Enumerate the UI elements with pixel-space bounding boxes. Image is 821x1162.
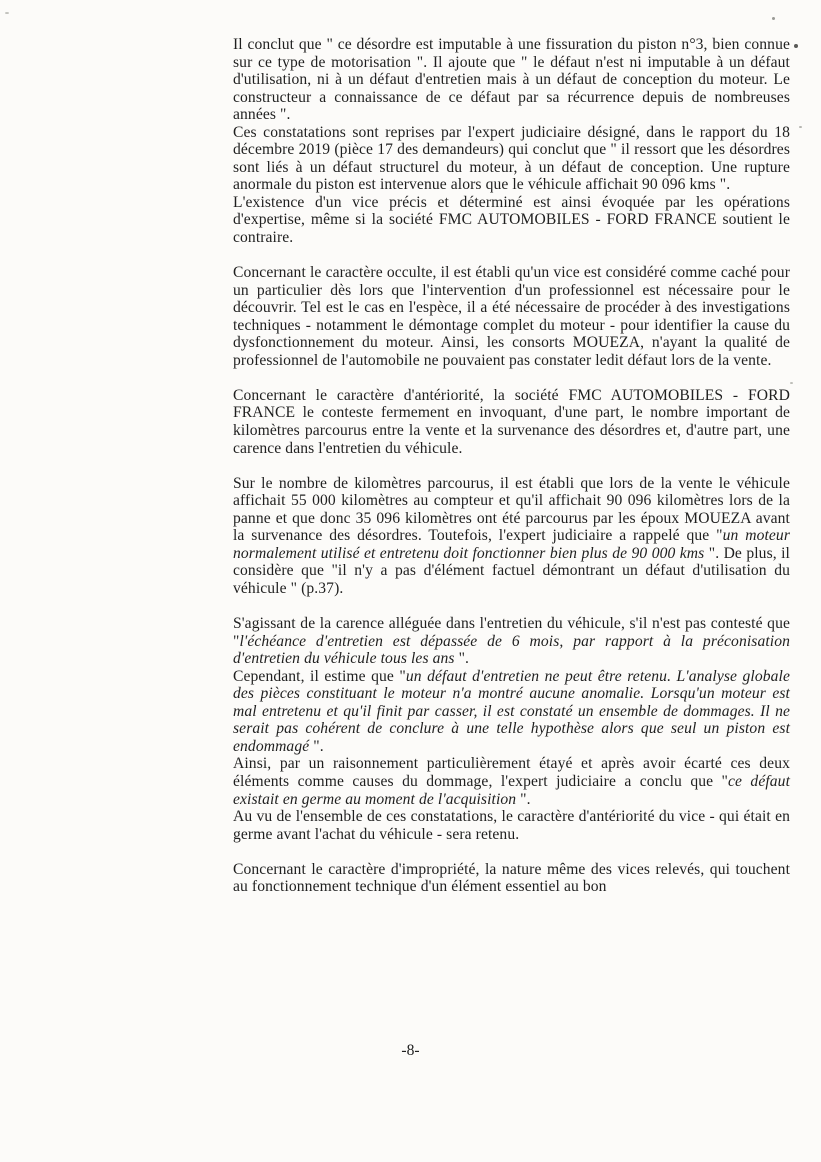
paragraph	[233, 861, 790, 896]
body-text: Concernant le caractère occulte, il est établi qu'un vice est considéré comme caché pour un particulier dès lors que l'intervention d'un professionnel est nécessaire pour le découvrir. Tel est le cas en l'espèce, il a été nécessaire de procéder à des investigations techniques - notamment le démontage complet du moteur - pour identifier la cause du dysfonctionnement du moteur. Ainsi, les consorts MOUEZA, n'ayant la qualité de professionnel de l'automobile ne pouvaient pas constater ledit défaut lors de la vente.	[233, 264, 790, 369]
text-block	[233, 36, 790, 896]
body-text: Concernant le caractère d'impropriété, la nature même des vices relevés, qui touchent au fonctionnement technique d'un élément essentiel au bon	[233, 860, 790, 896]
body-text: Il conclut que " ce désordre est imputable à une fissuration du piston n°3, bien connue sur ce type de motorisation ". Il ajoute que " le défaut n'est ni imputable à un défaut d'utilisation, ni à un défaut d'entretien mais à un défaut de conception du moteur. Le constructeur a connaissance de ce défaut par sa récurrence depuis de nombreuses années ".	[233, 36, 790, 124]
body-text: S'agissant de la carence alléguée dans l'entretien du véhicule, s'il n'est pas contesté que "	[233, 615, 790, 650]
scan-speck	[790, 382, 793, 384]
body-text: Cependant, il estime que "	[233, 667, 406, 685]
body-text: ".	[309, 737, 324, 755]
quoted-expert-text: l'échéance d'entretien est dépassée de 6 mois, par rapport à la préconisation d'entretien du véhicule tous les ans	[233, 632, 790, 668]
body-text: ". De plus, il considère que "il n'y a pas d'élément factuel démontrant un défaut d'utilisation du véhicule " (p.37).	[233, 544, 790, 597]
scan-speck	[5, 12, 9, 14]
scan-speck	[799, 126, 802, 128]
body-text: Ces constatations sont reprises par l'expert judiciaire désigné, dans le rapport du 18 décembre 2019 (pièce 17 des demandeurs) qui conclut que " il ressort que les désordres sont liés à un défaut structurel du moteur, à un défaut de conception. Une rupture anormale du piston est intervenue alors que le véhicule affichait 90 096 kms ".	[233, 123, 790, 194]
paragraph	[233, 475, 790, 598]
paragraph	[233, 124, 790, 194]
body-text: ".	[516, 790, 531, 808]
paragraph	[233, 808, 790, 843]
body-text: Ainsi, par un raisonnement particulièrement étayé et après avoir écarté ces deux éléments comme causes du dommage, l'expert judiciaire a conclu que "	[233, 755, 790, 790]
body-text: Sur le nombre de kilomètres parcourus, il est établi que lors de la vente le véhicule affichait 55 000 kilomètres au compteur et qu'il affichait 90 096 kilomètres lors de la panne et que donc 35 096 kilomètres ont été parcourus par les époux MOUEZA avant la survenance des désordres. Toutefois, l'expert judiciaire a rappelé que "	[233, 474, 790, 545]
body-text: Concernant le caractère d'antériorité, la société FMC AUTOMOBILES - FORD FRANCE le conteste fermement en invoquant, d'une part, le nombre important de kilomètres parcourus entre la vente et la survenance des désordres et, d'autre part, une carence dans l'entretien du véhicule.	[233, 386, 790, 457]
paragraph	[233, 264, 790, 369]
body-text: ".	[454, 650, 470, 668]
quoted-expert-text: ce défaut existait en germe au moment de l'acquisition	[233, 772, 791, 808]
paragraph	[233, 194, 790, 247]
paragraph	[233, 387, 790, 457]
page-number: -8-	[401, 1042, 420, 1059]
scan-speck	[794, 44, 798, 48]
paragraph	[233, 36, 790, 124]
paragraph	[233, 755, 790, 808]
body-text: L'existence d'un vice précis et déterminé est ainsi évoquée par les opérations d'expertise, même si la société FMC AUTOMOBILES - FORD FRANCE soutient le contraire.	[233, 193, 790, 247]
paragraph	[233, 615, 790, 668]
scan-speck	[772, 17, 775, 20]
quoted-expert-text: un défaut d'entretien ne peut être retenu. L'analyse globale des pièces constituant le moteur n'a montré aucune anomalie. Lorsqu'un moteur est mal entretenu et qu'il finit par casser, il est constaté un ensemble de dommages. Il ne serait pas cohérent de conclure à une telle hypothèse alors que seul un piston est endommagé	[233, 667, 790, 755]
quoted-expert-text: un moteur normalement utilisé et entretenu doit fonctionner bien plus de 90 000 kms	[233, 527, 790, 562]
body-text: Au vu de l'ensemble de ces constatations, le caractère d'antériorité du vice - qui était en germe avant l'achat du véhicule - sera retenu.	[233, 808, 790, 843]
paragraph	[233, 668, 790, 756]
